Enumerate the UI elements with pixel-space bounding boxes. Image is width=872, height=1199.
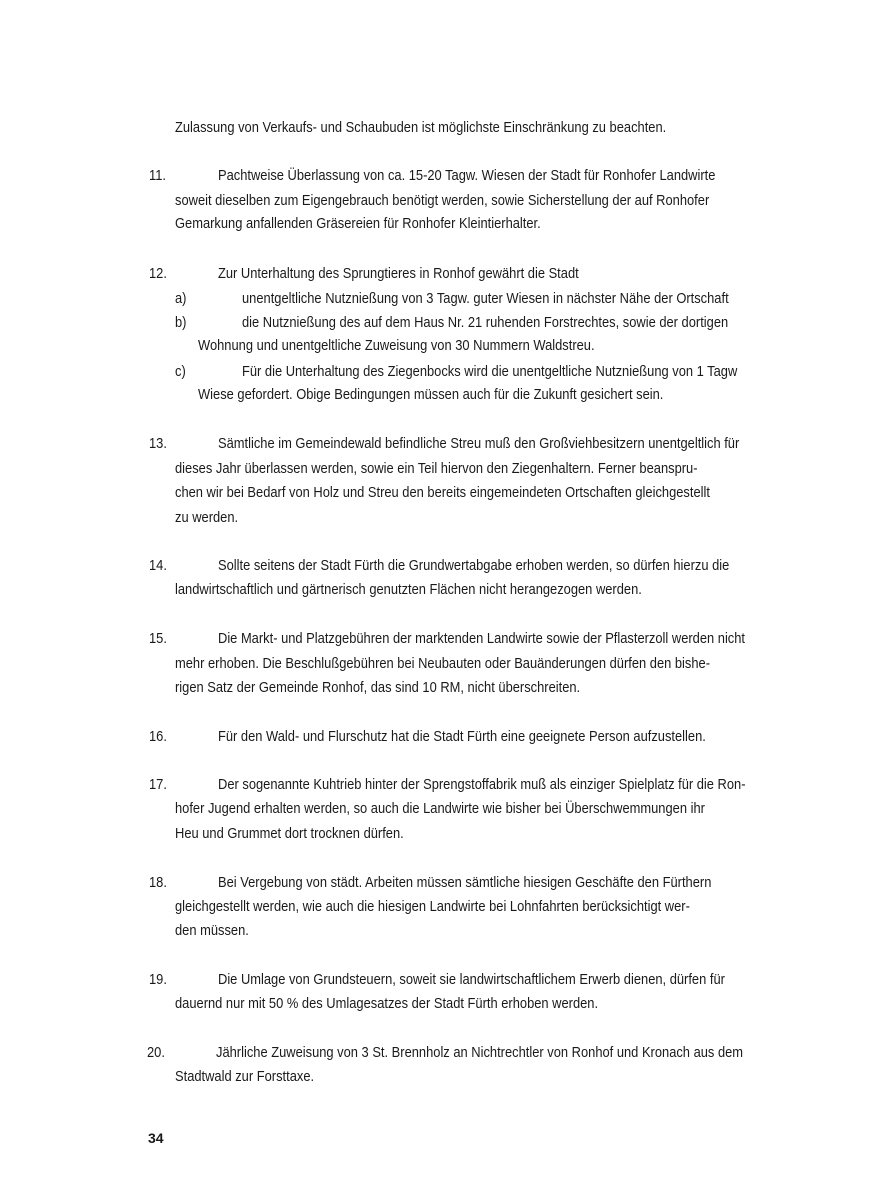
item-18-line-2: gleichgestellt werden, wie auch die hiesigen Landwirte bei Lohnfahrten berücksichtigt wer- (175, 898, 690, 915)
item-13-line-2: dieses Jahr überlassen werden, sowie ein Teil hiervon den Ziegenhaltern. Ferner beanspru- (175, 460, 698, 477)
item-14-number: 14. (149, 557, 167, 574)
item-16-number: 16. (149, 728, 167, 745)
item-14-line-2: landwirtschaftlich und gärtnerisch genutzten Flächen nicht herangezogen werden. (175, 581, 642, 598)
item-12a-line-1: unentgeltliche Nutznießung von 3 Tagw. guter Wiesen in nächster Nähe der Ortschaft (242, 290, 729, 307)
item-12-line-1: Zur Unterhaltung des Sprungtieres in Ronhof gewährt die Stadt (218, 265, 579, 282)
item-12c-line-2: Wiese gefordert. Obige Bedingungen müssen auch für die Zukunft gesichert sein. (198, 386, 664, 403)
item-13-line-1: Sämtliche im Gemeindewald befindliche Streu muß den Großviehbesitzern unentgeltlich für (218, 435, 740, 452)
item-15-line-2: mehr erhoben. Die Beschlußgebühren bei Neubauten oder Bauänderungen dürfen den bishe- (175, 655, 711, 672)
item-15-number: 15. (149, 630, 167, 647)
item-12b-line-2: Wohnung und unentgeltliche Zuweisung von 30 Nummern Waldstreu. (198, 337, 595, 354)
item-17-number: 17. (149, 776, 167, 793)
item-12c-letter: c) (175, 363, 186, 380)
item-13-line-3: chen wir bei Bedarf von Holz und Streu den bereits eingemeindeten Ortschaften gleichgestellt (175, 484, 710, 501)
item-13-number: 13. (149, 435, 167, 452)
item-20-number: 20. (147, 1044, 165, 1061)
item-11-number: 11. (149, 167, 166, 184)
item-19-line-1: Die Umlage von Grundsteuern, soweit sie landwirtschaftlichem Erwerb dienen, dürfen für (218, 971, 725, 988)
item-13-line-4: zu werden. (175, 509, 239, 526)
item-12a-letter: a) (175, 290, 187, 307)
item-16-line-1: Für den Wald- und Flurschutz hat die Stadt Fürth eine geeignete Person aufzustellen. (218, 728, 706, 745)
intro-line: Zulassung von Verkaufs- und Schaubuden ist möglichste Einschränkung zu beachten. (175, 119, 667, 136)
item-15-line-3: rigen Satz der Gemeinde Ronhof, das sind 10 RM, nicht überschreiten. (175, 679, 581, 696)
item-17-line-3: Heu und Grummet dort trocknen dürfen. (175, 825, 404, 842)
item-20-line-2: Stadtwald zur Forsttaxe. (175, 1068, 315, 1085)
item-18-line-3: den müssen. (175, 922, 249, 939)
item-15-line-1: Die Markt- und Platzgebühren der marktenden Landwirte sowie der Pflasterzoll werden nicht (218, 630, 746, 647)
item-19-line-2: dauernd nur mit 50 % des Umlagesatzes der Stadt Fürth erhoben werden. (175, 995, 599, 1012)
item-12-number: 12. (149, 265, 167, 282)
item-11-line-2: soweit dieselben zum Eigengebrauch benötigt werden, sowie Sicherstellung der auf Ronhofer (175, 192, 710, 209)
item-14-line-1: Sollte seitens der Stadt Fürth die Grundwertabgabe erhoben werden, so dürfen hierzu die (218, 557, 730, 574)
page-number: 34 (148, 1130, 164, 1146)
item-20-line-1: Jährliche Zuweisung von 3 St. Brennholz an Nichtrechtler von Ronhof und Kronach aus dem (216, 1044, 744, 1061)
item-11-line-3: Gemarkung anfallenden Gräsereien für Ronhofer Kleintierhalter. (175, 215, 541, 232)
item-12b-line-1: die Nutznießung des auf dem Haus Nr. 21 ruhenden Forstrechtes, sowie der dortigen (242, 314, 729, 331)
item-18-number: 18. (149, 874, 167, 891)
item-12c-line-1: Für die Unterhaltung des Ziegenbocks wird die unentgeltliche Nutznießung von 1 Tagw (242, 363, 738, 380)
item-18-line-1: Bei Vergebung von städt. Arbeiten müssen sämtliche hiesigen Geschäfte den Fürthern (218, 874, 712, 891)
item-11-line-1: Pachtweise Überlassung von ca. 15-20 Tagw. Wiesen der Stadt für Ronhofer Landwirte (218, 167, 716, 184)
item-17-line-1: Der sogenannte Kuhtrieb hinter der Sprengstoffabrik muß als einziger Spielplatz für die Ron- (218, 776, 746, 793)
item-12b-letter: b) (175, 314, 187, 331)
item-19-number: 19. (149, 971, 167, 988)
item-17-line-2: hofer Jugend erhalten werden, so auch die Landwirte wie bisher bei Überschwemmungen ihr (175, 800, 705, 817)
